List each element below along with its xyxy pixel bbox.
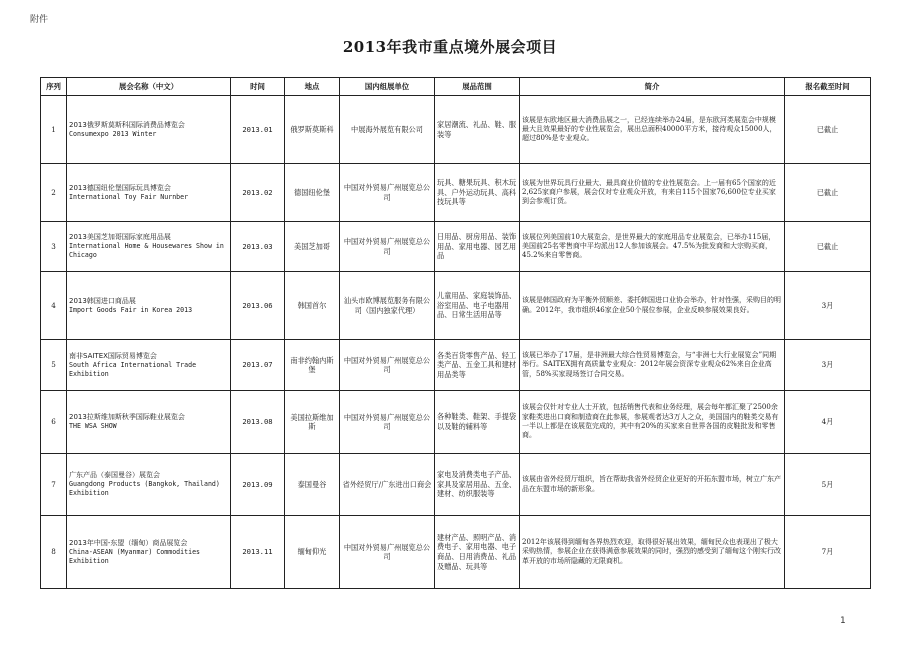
table-row — [41, 222, 871, 272]
exhibition-location: 美国芝加哥 — [285, 222, 340, 272]
exhibition-name-cn: 南非SAITEX国际贸易博览会 — [69, 351, 157, 360]
registration-deadline: 4月 — [785, 391, 871, 454]
exhibition-name — [67, 272, 231, 340]
exhibition-intro: 该展已举办了17届，是非洲最大综合性贸易博览会，与“非洲七大行业展览会”同期举行。SAITEX拥有高质量专业观众：2012年展会资深专业观众62%来自企业高管，58%买家现场签订合同交易。 — [520, 340, 785, 391]
registration-deadline: 5月 — [785, 454, 871, 516]
exhibition-time: 2013.03 — [231, 222, 285, 272]
row-no: 3 — [41, 222, 67, 272]
exhibition-scope: 儿童用品、家庭装饰品、浴室用品、电子电器用品、日常生活用品等 — [435, 272, 520, 340]
header-no: 序列 — [41, 78, 67, 96]
exhibition-organizer: 中国对外贸易广州展览总公司 — [340, 340, 435, 391]
table-row — [41, 454, 871, 516]
row-no: 1 — [41, 96, 67, 164]
registration-deadline: 已截止 — [785, 164, 871, 222]
table-row — [41, 272, 871, 340]
table-row — [41, 516, 871, 589]
exhibition-location: 韩国首尔 — [285, 272, 340, 340]
exhibition-name — [67, 222, 231, 272]
exhibition-organizer: 中国对外贸易广州展览总公司 — [340, 516, 435, 589]
exhibition-time: 2013.08 — [231, 391, 285, 454]
attachment-label: 附件 — [30, 15, 49, 25]
exhibition-name-cn: 广东产品（泰国曼谷）展览会 — [69, 471, 160, 479]
header-location: 地点 — [285, 78, 340, 96]
table-header-row — [41, 78, 871, 96]
exhibition-intro: 该展是东欧地区最大消费品展之一，已经连续举办24届，是东欧河类展览会中规模最大且效果最好的专业性展览会，展出总面积40000平方米，接待观众15000人，超过80%是专业观众。 — [520, 96, 785, 164]
exhibition-time: 2013.09 — [231, 454, 285, 516]
exhibition-name-cn: 2013美国芝加哥国际家庭用品展 — [69, 233, 171, 241]
exhibition-name-en: International Toy Fair Nurnber — [69, 192, 189, 201]
exhibition-intro: 2012年该展得到缅甸各界热烈欢迎，取得很好展出效果，缅甸民众也表现出了极大采购热情，参展企业在获得满意参展效果的同时，强烈的感受到了缅甸这个刚实行改革开放的市场所隐藏的无限商机。 — [520, 516, 785, 589]
registration-deadline: 已截止 — [785, 222, 871, 272]
exhibition-location: 泰国曼谷 — [285, 454, 340, 516]
exhibition-scope: 各种鞋类、鞋架、手提袋以及鞋的辅料等 — [435, 391, 520, 454]
table-row — [41, 340, 871, 391]
exhibition-time: 2013.02 — [231, 164, 285, 222]
exhibition-scope: 日用品、厨房用品、装饰用品、家用电器、园艺用品 — [435, 222, 520, 272]
exhibition-name-en: International Home & Housewares Show in Chicago — [69, 242, 224, 259]
header-scope: 展品范围 — [435, 78, 520, 96]
exhibition-name-cn: 2013俄罗斯莫斯科国际消费品博览会 — [69, 120, 185, 129]
registration-deadline: 7月 — [785, 516, 871, 589]
row-no: 8 — [41, 516, 67, 589]
exhibition-name-en: Guangdong Products (Bangkok, Thailand) Exhibition — [69, 480, 220, 497]
exhibition-location: 美国拉斯维加斯 — [285, 391, 340, 454]
exhibition-name — [67, 164, 231, 222]
exhibition-name — [67, 340, 231, 391]
exhibition-name-cn: 2013拉斯维加斯秋季国际鞋业展览会 — [69, 413, 185, 421]
exhibition-location: 缅甸仰光 — [285, 516, 340, 589]
exhibition-time: 2013.06 — [231, 272, 285, 340]
table-row — [41, 96, 871, 164]
exhibition-name — [67, 516, 231, 589]
registration-deadline: 3月 — [785, 340, 871, 391]
table-row — [41, 391, 871, 454]
exhibition-intro: 该展由省外经贸厅组织，旨在帮助我省外经贸企业更好的开拓东盟市场，树立广东产品在东盟市场的新形象。 — [520, 454, 785, 516]
exhibition-organizer: 汕头市欧博展览服务有限公司（国内独家代理） — [340, 272, 435, 340]
exhibition-location: 俄罗斯莫斯科 — [285, 96, 340, 164]
exhibition-intro: 该展为世界玩具行业最大、最具商业价值的专业性展览会。上一届有65个国家的近2,625家商户参展，展会仅对专业观众开放，有来自115个国家76,600位专业买家到会参观订货。 — [520, 164, 785, 222]
exhibition-name-cn: 2013德国纽伦堡国际玩具博览会 — [69, 183, 171, 192]
exhibition-organizer: 中展海外展览有限公司 — [340, 96, 435, 164]
exhibition-name-en: China-ASEAN (Myanmar) Commodities Exhibition — [69, 547, 201, 565]
exhibition-table — [40, 77, 871, 589]
exhibition-scope: 建材产品、照明产品、消费电子、家用电器、电子商品、日用消费品、礼品及赠品、玩具等 — [435, 516, 520, 589]
exhibition-scope: 家居潮流、礼品、鞋、服装等 — [435, 96, 520, 164]
exhibition-intro: 该展会仅针对专业人士开放，包括销售代表和业务经理，展会每年都汇聚了2500余家鞋类进出口商和制造商在此参展，参展观者达3万人之众，美国国内的鞋类交易有一半以上都是在该展览完成的，其中有20%的买家来自世界各国的皮鞋批发和零售商。 — [520, 391, 785, 454]
row-no: 5 — [41, 340, 67, 391]
row-no: 2 — [41, 164, 67, 222]
exhibition-time: 2013.01 — [231, 96, 285, 164]
exhibition-time: 2013.07 — [231, 340, 285, 391]
exhibition-name — [67, 391, 231, 454]
header-time: 时间 — [231, 78, 285, 96]
exhibition-organizer: 省外经贸厅/广东进出口商会 — [340, 454, 435, 516]
exhibition-organizer: 中国对外贸易广州展览总公司 — [340, 222, 435, 272]
exhibition-location: 德国纽伦堡 — [285, 164, 340, 222]
exhibition-time: 2013.11 — [231, 516, 285, 589]
exhibition-location: 南非约翰内斯堡 — [285, 340, 340, 391]
row-no: 6 — [41, 391, 67, 454]
exhibition-name-en: Consumexpo 2013 Winter — [69, 129, 157, 138]
exhibition-name-en: Import Goods Fair in Korea 2013 — [69, 305, 193, 314]
header-organizer: 国内组展单位 — [340, 78, 435, 96]
exhibition-scope: 玩具、糖果玩具、积木玩具、户外运动玩具、高科技玩具等 — [435, 164, 520, 222]
document-title: 2013年我市重点境外展会项目 — [342, 38, 558, 56]
exhibition-organizer: 中国对外贸易广州展览总公司 — [340, 391, 435, 454]
header-intro: 简介 — [520, 78, 785, 96]
exhibition-name — [67, 96, 231, 164]
exhibition-scope: 各类百货零售产品、轻工类产品、五金工具和建材用品类等 — [435, 340, 520, 391]
exhibition-name-en: THE WSA SHOW — [69, 422, 117, 430]
exhibition-name-cn: 2013年中国-东盟（缅甸）商品展览会 — [69, 538, 188, 547]
table-row — [41, 164, 871, 222]
exhibition-name-cn: 2013韩国进口商品展 — [69, 296, 136, 305]
exhibition-intro: 该展位列美国前10大展览会，是世界最大的家庭用品专业展览会，已举办115届，美国前25名零售商中平均派出12人参加该展会。47.5%为批发商和大宗购买商，45.2%来自零售商。 — [520, 222, 785, 272]
exhibition-name-en: South Africa International Trade Exhibition — [69, 360, 197, 378]
header-name: 展会名称（中文） — [67, 78, 231, 96]
row-no: 7 — [41, 454, 67, 516]
page-number: 1 — [840, 616, 846, 626]
registration-deadline: 3月 — [785, 272, 871, 340]
exhibition-name — [67, 454, 231, 516]
header-deadline: 报名截至时间 — [785, 78, 871, 96]
exhibition-scope: 家电及消费类电子产品、家具及家居用品、五金、建材、纺织服装等 — [435, 454, 520, 516]
exhibition-intro: 该展是韩国政府为平衡外贸顺差、委托韩国进口业协会举办，针对性强，采购目的明确。2012年，我市组织46家企业50个展位参展，企业反映参展效果良好。 — [520, 272, 785, 340]
exhibition-organizer: 中国对外贸易广州展览总公司 — [340, 164, 435, 222]
row-no: 4 — [41, 272, 67, 340]
registration-deadline: 已截止 — [785, 96, 871, 164]
